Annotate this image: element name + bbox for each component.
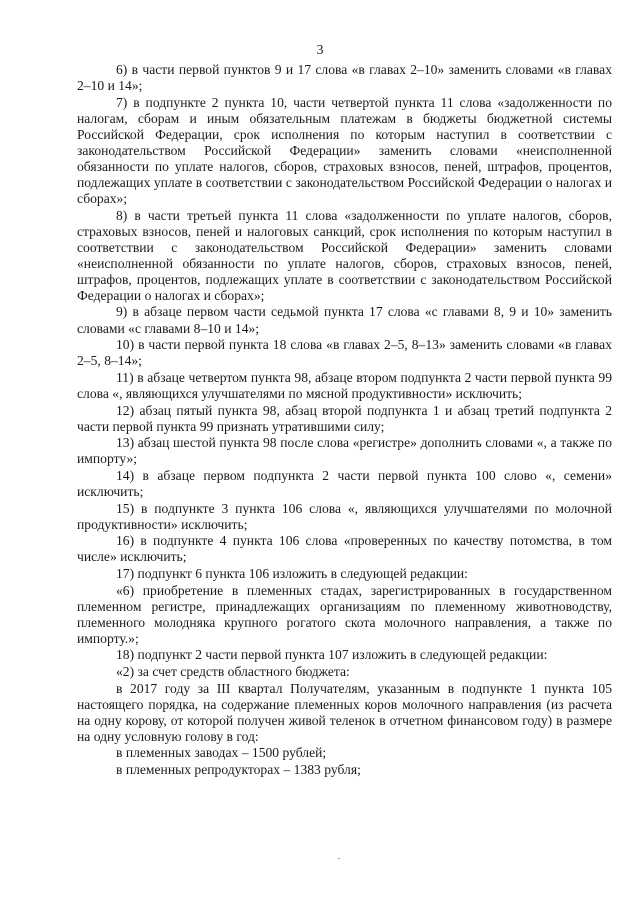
paragraph-item-10: 10) в части первой пункта 18 слова «в главах 2–5, 8–13» заменить словами «в главах 2–5, 8–14»; [77, 337, 612, 369]
paragraph-item-7: 7) в подпункте 2 пункта 10, части четвертой пункта 11 слова «задолженности по налогам, сборам и иным обязательным платежам в бюджеты бюджетной системы Российской Федерации, срок исполнения по которым наступил в соответствии с законодательством Российской Федерации» заменить словами «неисполненной обязанности по уплате налогов, сборов, страховых взносов, пеней, штрафов, процентов, подлежащих уплате в соответствии с законодательством Российской Федерации о налогах и сборах»; [77, 94, 612, 206]
paragraph-item-11: 11) в абзаце четвертом пункта 98, абзаце втором подпункта 2 части первой пункта 99 слова «, являющихся улучшателями по мясной продуктивности» исключить; [77, 369, 612, 401]
paragraph-item-12: 12) абзац пятый пункта 98, абзац второй подпункта 1 и абзац третий подпункта 2 части первой пункта 99 признать утратившими силу; [77, 402, 612, 434]
paragraph-item-13: 13) абзац шестой пункта 98 после слова «регистре» дополнить словами «, а также по импорту»; [77, 435, 612, 467]
paragraph-item-14: 14) в абзаце первом подпункта 2 части первой пункта 100 слово «, семени» исключить; [77, 467, 612, 499]
paragraph-item-6: 6) в части первой пунктов 9 и 17 слова «в главах 2–10» заменить словами «в главах 2–10 и 14»; [77, 62, 612, 94]
paragraph-item-17: 17) подпункт 6 пункта 106 изложить в следующей редакции: [116, 565, 468, 581]
quoted-subitem-6: «6) приобретение в племенных стадах, зарегистрированных в государственном племенном регистре, принадлежащих организациям по племенному животноводству, племенного молодняка крупного рогатого скота молочного направления, а также по импорту.»; [77, 582, 612, 646]
paragraph-item-18: 18) подпункт 2 части первой пункта 107 изложить в следующей редакции: [116, 647, 548, 663]
paragraph-item-15: 15) в подпункте 3 пункта 106 слова «, являющихся улучшателями по молочной продуктивности» исключить; [77, 500, 612, 532]
rate-breeding-plants: в племенных заводах – 1500 рублей; [116, 745, 327, 761]
document-body [77, 62, 612, 779]
quoted-subitem-2: «2) за счет средств областного бюджета: [116, 664, 350, 680]
page-number: 3 [316, 43, 324, 58]
subsidy-paragraph: в 2017 году за III квартал Получателям, указанным в подпункте 1 пункта 105 настоящего порядка, на содержание племенных коров молочного направления (из расчета на одну корову, от которой получен живой теленок в отчетном финансовом году) в размере на одну условную голову в год: [77, 680, 612, 744]
paragraph-item-16: 16) в подпункте 4 пункта 106 слова «проверенных по качеству потомства, в том числе» исключить; [77, 533, 612, 565]
paragraph-item-9: 9) в абзаце первом части седьмой пункта 17 слова «с главами 8, 9 и 10» заменить словами «с главами 8–10 и 14»; [77, 304, 612, 336]
paragraph-item-8: 8) в части третьей пункта 11 слова «задолженности по уплате налогов, сборов, страховых взносов, пеней и налоговых санкций, срок исполнения по которым наступил в соответствии с законодательством Российской Федерации» заменить словами «неисполненной обязанности по уплате налогов, сборов, страховых взносов, пеней, штрафов, процентов, подлежащих уплате в соответствии с законодательством Российской Федерации о налогах и сборах»; [77, 207, 612, 303]
scan-speck [338, 858, 340, 859]
rate-breeding-reproducers: в племенных репродукторах – 1383 рубля; [116, 762, 361, 778]
